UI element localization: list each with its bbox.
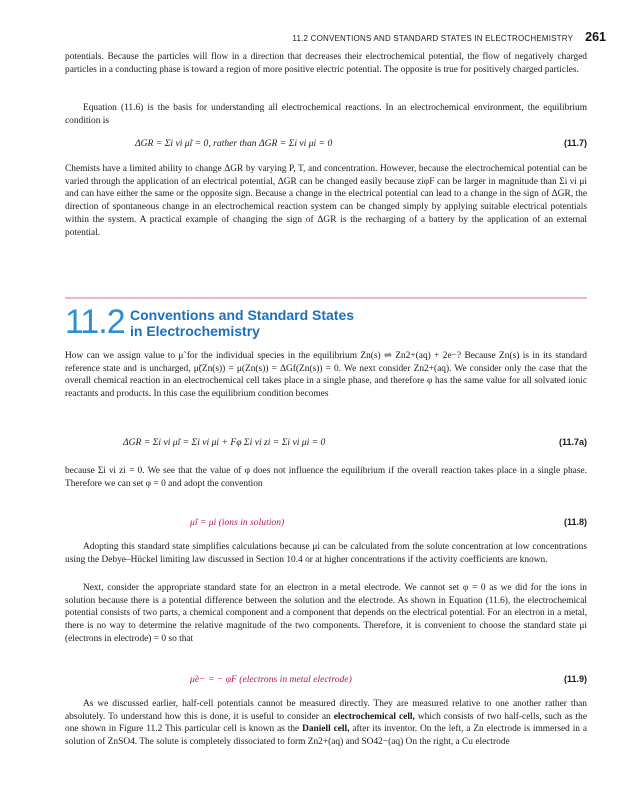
equation-11-8 — [65, 517, 587, 539]
page-number: 261 — [585, 30, 606, 44]
page-header — [292, 30, 606, 44]
term-electrochemical-cell: electrochemical cell, — [333, 711, 415, 722]
section-title — [130, 307, 354, 339]
equation-body: ΔGR = Σi νi μ̃i = 0, rather than ΔGR = Σi νi μi = 0 — [135, 138, 333, 149]
paragraph-7: Next, consider the appropriate standard state for an electron in a metal electrode. We cannot set φ = 0 as we did for the ions in solution because there is a potential difference between the solution and the electrode. As shown in Equation (11.6), the electrochemical potential consists of two parts, a chemical component and a component that depends on the electrical potential. For an electron in a metal, there is no way to determine the relative magnitude of the two components. Therefore, it is convenient to choose the standard state μi (electrons in electrode) = 0 so that — [65, 583, 587, 644]
paragraph-2: Equation (11.6) is the basis for understanding all electrochemical reactions. In an electrochemical environment, the equilibrium condition is — [65, 103, 587, 126]
section-title-line-2: in Electrochemistry — [130, 323, 260, 339]
equation-number: (11.8) — [563, 517, 587, 527]
equation-body: ΔGR = Σi νi μ̃i = Σi νi μi + Fφ Σi νi zi = Σi νi μi = 0 — [123, 437, 326, 448]
equation-11-9 — [65, 674, 587, 696]
equation-11-7 — [65, 138, 587, 160]
paragraph-8 — [65, 698, 587, 749]
paragraph-8-text-a: As we discussed earlier, half-cell potentials cannot be measured directly. They are measured relative to one another rather than absolutely. To understand how this is done, it is useful to consider an — [65, 699, 587, 722]
paragraph-5: because Σi νi zi = 0. We see that the value of φ does not influence the equilibrium if the overall reaction takes place in a single phase. Therefore we can set φ = 0 and adopt the convention — [65, 466, 587, 489]
section-number: 11.2 — [65, 303, 125, 341]
paragraph-8-text-c: which consists of two half-cells, such as the one shown in Figure 11.2 This particular cell is known as the — [65, 711, 587, 735]
section-title-line-1: Conventions and Standard States — [130, 307, 355, 323]
paragraph-6: Adopting this standard state simplifies calculations because μi can be calculated from the solute concentration at low concentrations using the Debye–Hückel limiting law discussed in Section 10.4 or at higher concentrations if the activity coefficients are known. — [65, 542, 587, 565]
term-daniell-cell: Daniell cell, — [302, 724, 350, 735]
section-rule — [65, 297, 587, 299]
equation-number: (11.7) — [563, 138, 587, 148]
equation-body: μ̃i = μi (ions in solution) — [190, 517, 285, 528]
equation-number: (11.9) — [563, 674, 587, 684]
running-title: 11.2 CONVENTIONS AND STANDARD STATES IN ELECTROCHEMISTRY — [292, 34, 574, 43]
equation-11-7a — [65, 437, 587, 459]
paragraph-4: How can we assign value to μ̃ for the individual species in the equilibrium Zn(s) ⇌ Zn2+(aq) + 2e−? Because Zn(s) is in its standard reference state and is uncharged, μ̃(Zn(s)) = μ(Zn(s)) = ΔGf(Zn(s)) = 0. We next consider Zn2+(aq). We consider only the case that the overall chemical reaction in an electrochemical cell takes place in a single phase, and therefore φ has the same value for all solvated ionic reactants and products. In this case the equilibrium condition becomes — [65, 351, 587, 400]
paragraph-3: Chemists have a limited ability to change ΔGR by varying P, T, and concentration. However, because the electrochemical potential can be varied through the application of an electrical potential, ΔGR can be changed easily because ziφF can be larger in magnitude than Σi νi μi and can have either the same or the opposite sign. Because a change in the electrical potential can lead to a change in the sign of ΔGR, the direction of spontaneous change in an electrochemical reaction system can be changed simply by applying suitable electrical potentials within the system. A practical example of changing the sign of ΔGR is the recharging of a battery by the application of an external potential. — [65, 164, 587, 238]
equation-number: (11.7a) — [558, 437, 587, 447]
paragraph-8-text-d: after its inventor. On the left, a Zn electrode is immersed in a solution of ZnSO4. The solute is completely dissociated to form Zn2+(aq) and SO42−(aq) On the right, a Cu electrode — [65, 724, 588, 748]
equation-body: μ̃e− = − φF (electrons in metal electrode) — [190, 674, 352, 685]
paragraph-1: potentials. Because the particles will flow in a direction that decreases their electrochemical potential, the flow of negatively charged particles in a conducting phase is toward a region of more positive electric potential. The opposite is true for positively charged particles. — [65, 52, 587, 75]
